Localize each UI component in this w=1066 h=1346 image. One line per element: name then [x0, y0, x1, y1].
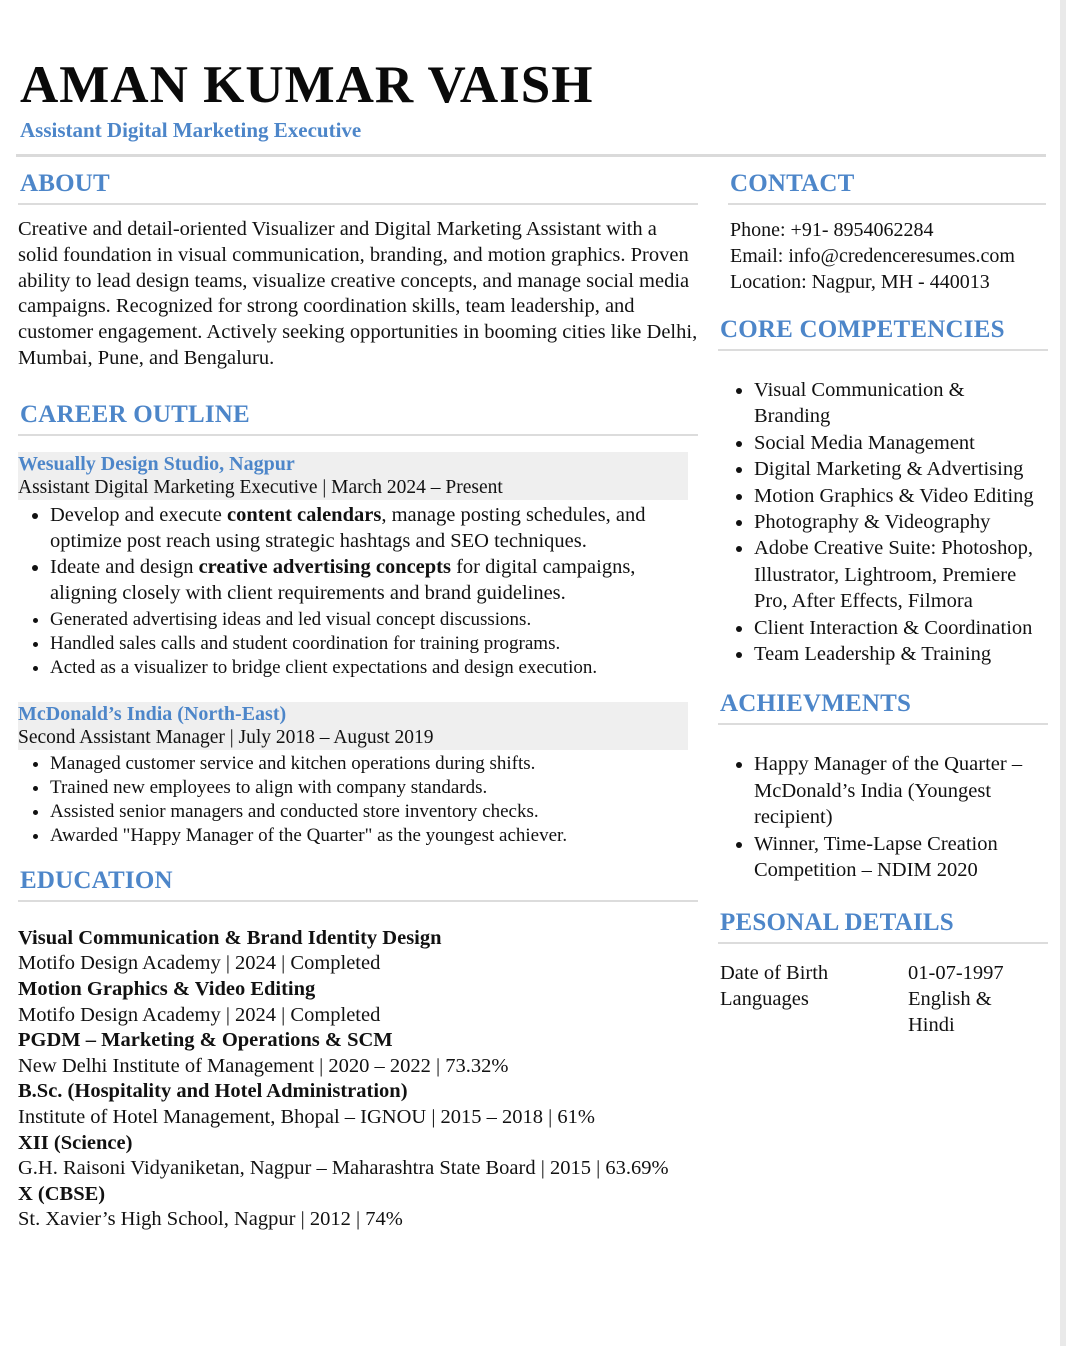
contact-section [728, 165, 1046, 295]
about-text: Creative and detail-oriented Visualizer and Digital Marketing Assistant with a solid foundation in visual communication, branding, and motion graphics. Proven ability to lead design teams, visualize creative concepts, and manage social media campaigns. Recognized for strong coordination skills, team leadership, and customer engagement. Actively seeking opportunities in booming cities like Delhi, Mumbai, Pune, and Bengaluru. [18, 218, 698, 369]
job-role: Assistant Digital Marketing Executive | March 2024 – Present [18, 476, 503, 498]
job-header [18, 452, 688, 500]
career-section [18, 396, 698, 848]
list-item: • Client Interaction & Coordination [754, 615, 1044, 641]
degree-detail: Motifo Design Academy | 2024 | Completed [18, 952, 381, 975]
contact-email: Email: info@credenceresumes.com [730, 245, 1015, 267]
bullet-emphasis: content calendars [227, 503, 382, 526]
section-heading-contact: CONTACT [728, 165, 1046, 205]
achievements-list [718, 751, 1044, 883]
left-column [18, 165, 698, 1233]
degree-title: Motion Graphics & Video Editing [18, 977, 316, 1000]
degree-detail: G.H. Raisoni Vidyaniketan, Nagpur – Maharashtra State Board | 2015 | 63.69% [18, 1157, 669, 1180]
list-item: • Team Leadership & Training [754, 641, 1044, 667]
list-item: • Motion Graphics & Video Editing [754, 483, 1044, 509]
job-duties [18, 502, 698, 606]
job-company: Wesually Design Studio, Nagpur [18, 452, 295, 475]
contact-phone: Phone: +91- 8954062284 [730, 219, 934, 241]
achievements-section [718, 685, 1048, 883]
candidate-title: Assistant Digital Marketing Executive [20, 118, 362, 142]
list-item: • Visual Communication & Branding [754, 377, 1044, 430]
bullet-text: for digital campaigns, aligning closely with client requirements and brand guidelines. [50, 555, 636, 604]
job-entry [18, 702, 698, 848]
list-item: • Happy Manager of the Quarter – McDonald’s India (Youngest recipient) [754, 751, 1044, 830]
degree-detail: New Delhi Institute of Management | 2020 – 2022 | 73.32% [18, 1054, 509, 1077]
right-column [718, 165, 1048, 1038]
personal-section [718, 904, 1048, 1038]
personal-details-table [718, 960, 1048, 1038]
degree-detail: St. Xavier’s High School, Nagpur | 2012 | 74% [18, 1208, 403, 1231]
bullet-text: Develop and execute [50, 503, 228, 526]
section-heading-personal: PESONAL DETAILS [718, 904, 1048, 944]
list-item: • Managed customer service and kitchen operations during shifts. [50, 752, 698, 776]
degree-title: PGDM – Marketing & Operations & SCM [18, 1029, 393, 1052]
bullet-emphasis: creative advertising concepts [198, 555, 451, 578]
section-heading-competencies: CORE COMPETENCIES [718, 311, 1048, 351]
detail-value: English & Hindi [908, 987, 992, 1036]
list-item: • Trained new employees to align with company standards. [50, 776, 698, 800]
table-row [720, 986, 1048, 1038]
section-heading-career: CAREER OUTLINE [18, 396, 698, 436]
bullet-text: , manage posting schedules, and optimize post reach using strategic hashtags and SEO techniques. [50, 503, 646, 552]
about-section [18, 165, 698, 372]
detail-value: 01-07-1997 [908, 961, 1004, 984]
contact-location: Location: Nagpur, MH - 440013 [730, 271, 990, 293]
list-item [50, 554, 698, 606]
job-role: Second Assistant Manager | July 2018 – August 2019 [18, 726, 434, 748]
list-item: • Generated advertising ideas and led visual concept discussions. [50, 608, 698, 632]
list-item: • Adobe Creative Suite: Photoshop, Illustrator, Lightroom, Premiere Pro, After Effects, Filmora [754, 535, 1044, 614]
degree-title: Visual Communication & Brand Identity Design [18, 926, 442, 949]
list-item: • Social Media Management [754, 430, 1044, 456]
job-entry [18, 452, 698, 680]
detail-label: Languages [720, 987, 809, 1010]
section-heading-about: ABOUT [18, 165, 698, 205]
education-section [18, 862, 698, 1233]
competencies-list [718, 377, 1044, 667]
degree-detail: Institute of Hotel Management, Bhopal – IGNOU | 2015 – 2018 | 61% [18, 1105, 595, 1128]
degree-title: XII (Science) [18, 1131, 133, 1154]
job-header [18, 702, 688, 750]
degree-title: B.Sc. (Hospitality and Hotel Administration) [18, 1080, 408, 1103]
degree-detail: Motifo Design Academy | 2024 | Completed [18, 1003, 381, 1026]
list-item: • Winner, Time-Lapse Creation Competition – NDIM 2020 [754, 831, 1044, 884]
detail-label: Date of Birth [720, 961, 829, 984]
list-item [50, 502, 698, 554]
list-item: • Acted as a visualizer to bridge client expectations and design execution. [50, 656, 698, 680]
list-item: • Digital Marketing & Advertising [754, 456, 1044, 482]
list-item: • Photography & Videography [754, 509, 1044, 535]
list-item: • Awarded "Happy Manager of the Quarter" as the youngest achiever. [50, 824, 698, 848]
bullet-text: Ideate and design [50, 555, 199, 578]
table-row [720, 960, 1048, 986]
job-duties-more [18, 608, 698, 680]
education-list [18, 926, 698, 1233]
page-edge-shadow [1060, 0, 1066, 1346]
candidate-name: AMAN KUMAR VAISH [20, 56, 594, 114]
section-heading-education: EDUCATION [18, 862, 698, 902]
job-company: McDonald’s India (North-East) [18, 702, 287, 725]
competencies-section [718, 311, 1048, 667]
list-item: • Assisted senior managers and conducted store inventory checks. [50, 800, 698, 824]
section-heading-achievements: ACHIEVMENTS [718, 685, 1048, 725]
header-divider [16, 154, 1046, 157]
list-item: • Handled sales calls and student coordination for training programs. [50, 632, 698, 656]
job-duties [18, 752, 698, 848]
degree-title: X (CBSE) [18, 1182, 106, 1205]
